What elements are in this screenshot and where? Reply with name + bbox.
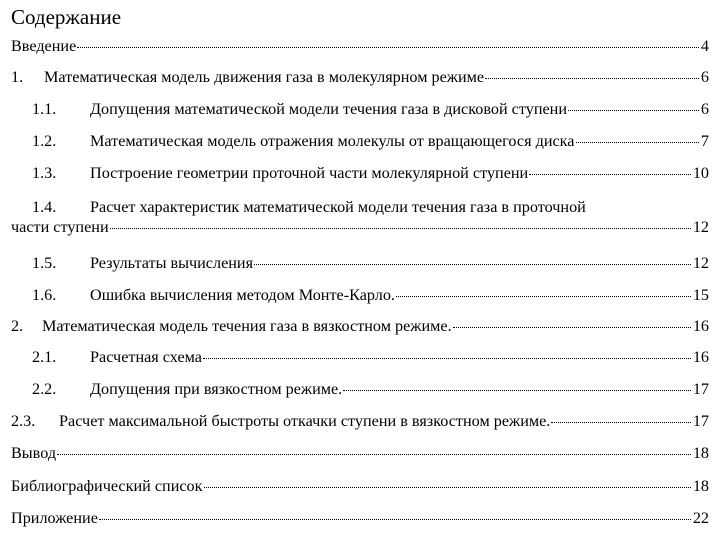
toc-entry-section-2-1[interactable] — [32, 347, 709, 367]
toc-entry-page: 17 — [692, 380, 709, 398]
toc-entry-number: 1.3. — [32, 164, 57, 182]
toc-entry-section-1-4[interactable] — [11, 197, 709, 237]
toc-entry-label: Построение геометрии проточной части молекулярной ступени — [90, 164, 529, 182]
dot-leader — [99, 518, 691, 520]
toc-entry-conclusion[interactable] — [11, 443, 709, 463]
toc-entry-number: 1.5. — [32, 254, 57, 272]
toc-entry-bibliography[interactable] — [11, 476, 709, 496]
dot-leader — [529, 173, 691, 175]
toc-entry-page: 10 — [692, 164, 709, 182]
toc-entry-number: 1.2. — [32, 132, 57, 150]
toc-entry-label: Допущения при вязкостном режиме. — [90, 380, 343, 398]
toc-entry-section-1-3[interactable] — [32, 163, 709, 183]
dot-leader — [485, 77, 699, 79]
toc-entry-page: 18 — [692, 477, 709, 495]
toc-entry-label: Математическая модель движения газа в молекулярном режиме — [44, 68, 485, 86]
dot-leader — [204, 486, 691, 488]
toc-entry-number: 1.4. — [32, 198, 57, 216]
toc-entry-page: 7 — [700, 132, 709, 150]
toc-entry-introduction[interactable] — [11, 36, 709, 56]
toc-entry-page: 4 — [700, 37, 709, 55]
toc-entry-section-2-3[interactable] — [11, 411, 709, 431]
toc-title: Содержание — [11, 5, 122, 29]
toc-entry-number: 2.3. — [11, 412, 36, 430]
toc-entry-appendix[interactable] — [11, 508, 709, 528]
toc-entry-number: 2.2. — [32, 380, 57, 398]
toc-entry-label: Введение — [11, 37, 77, 55]
toc-entry-page: 15 — [692, 286, 709, 304]
toc-entry-page: 17 — [692, 412, 709, 430]
toc-entry-label: Математическая модель отражения молекулы от вращающегося диска — [90, 132, 575, 150]
toc-entry-label: Допущения математической модели течения газа в дисковой ступени — [90, 100, 567, 118]
toc-entry-page: 12 — [692, 218, 709, 236]
toc-entry-section-1-6[interactable] — [32, 285, 709, 305]
toc-entry-label: Расчет максимальной быстроты откачки ступени в вязкостном режиме. — [59, 412, 551, 430]
toc-entry-number: 1. — [11, 68, 24, 86]
toc-entry-page: 18 — [692, 444, 709, 462]
toc-entry-label: Расчет характеристик математической модели течения газа в проточной — [90, 198, 586, 216]
toc-entry-page: 16 — [692, 348, 709, 366]
toc-entry-section-1-5[interactable] — [32, 253, 709, 273]
dot-leader — [453, 326, 691, 328]
dot-leader — [568, 109, 699, 111]
dot-leader — [343, 389, 691, 391]
dot-leader — [57, 453, 691, 455]
dot-leader — [551, 421, 690, 423]
toc-entry-chapter-1[interactable] — [11, 67, 709, 87]
toc-entry-number: 1.1. — [32, 100, 57, 118]
toc-entry-number: 1.6. — [32, 286, 57, 304]
toc-entry-label: Расчетная схема — [90, 348, 202, 366]
toc-entry-chapter-2[interactable] — [11, 316, 709, 336]
dot-leader — [203, 357, 691, 359]
dot-leader — [77, 46, 699, 48]
toc-entry-label: Вывод — [11, 444, 57, 462]
dot-leader — [110, 227, 691, 229]
toc-entry-page: 16 — [692, 317, 709, 335]
toc-entry-label: Математическая модель течения газа в вязкостном режиме. — [42, 317, 452, 335]
toc-entry-section-1-2[interactable] — [32, 131, 709, 151]
toc-entry-page: 12 — [692, 254, 709, 272]
toc-entry-page: 22 — [692, 509, 709, 527]
toc-entry-number: 2. — [11, 317, 24, 335]
toc-entry-page: 6 — [700, 68, 709, 86]
toc-entry-number: 2.1. — [32, 348, 57, 366]
toc-entry-label: Библиографический список — [11, 477, 203, 495]
dot-leader — [576, 141, 699, 143]
toc-entry-label: Ошибка вычисления методом Монте-Карло. — [90, 286, 395, 304]
toc-entry-section-1-1[interactable] — [32, 99, 709, 119]
toc-entry-label: Приложение — [11, 509, 98, 527]
toc-entry-label: Результаты вычисления — [90, 254, 254, 272]
toc-entry-label-continued: части ступени — [11, 218, 109, 236]
toc-entry-page: 6 — [700, 100, 709, 118]
dot-leader — [254, 263, 691, 265]
toc-entry-section-2-2[interactable] — [32, 379, 709, 399]
dot-leader — [396, 295, 691, 297]
